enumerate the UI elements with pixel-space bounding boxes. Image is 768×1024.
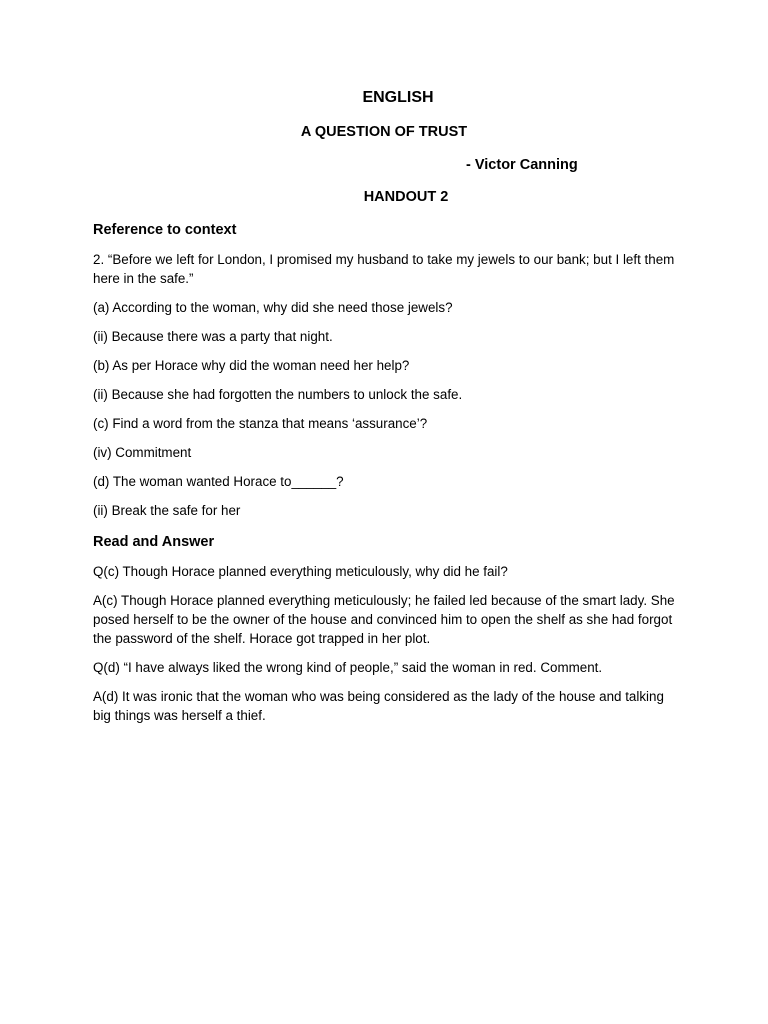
long-question-c: Q(c) Though Horace planned everything meticulously, why did he fail? — [93, 564, 508, 579]
long-answer-d: A(d) It was ironic that the woman who was being considered as the lady of the house and talking big things was herself a thief. — [93, 689, 664, 723]
answer-b: (ii) Because she had forgotten the numbers to unlock the safe. — [93, 387, 463, 402]
section-heading-read-answer: Read and Answer — [93, 534, 215, 550]
question-b: (b) As per Horace why did the woman need her help? — [93, 358, 410, 373]
answer-d: (ii) Break the safe for her — [93, 503, 241, 518]
handout-content — [93, 220, 683, 735]
section-heading-reference: Reference to context — [93, 222, 237, 238]
question-d: (d) The woman wanted Horace to______? — [93, 474, 344, 489]
handout-title: HANDOUT 2 — [363, 189, 449, 205]
long-answer-c: A(c) Though Horace planned everything meticulously; he failed led because of the smart lady. She posed herself to be the owner of the house and convinced him to open the shelf as she had forgot the password of the shelf. Horace got trapped in her plot. — [93, 593, 675, 646]
answer-c: (iv) Commitment — [93, 445, 192, 460]
story-title: A QUESTION OF TRUST — [300, 124, 468, 140]
author-line: - Victor Canning — [466, 157, 578, 173]
subject-title: ENGLISH — [362, 89, 434, 106]
question-c: (c) Find a word from the stanza that means ‘assurance’? — [93, 416, 428, 431]
long-question-d: Q(d) “I have always liked the wrong kind of people,” said the woman in red. Comment. — [93, 660, 603, 675]
question-a: (a) According to the woman, why did she need those jewels? — [93, 300, 453, 315]
passage-quote: 2. “Before we left for London, I promised my husband to take my jewels to our bank; but I left them here in the safe.” — [93, 252, 675, 286]
answer-a: (ii) Because there was a party that night. — [93, 329, 333, 344]
